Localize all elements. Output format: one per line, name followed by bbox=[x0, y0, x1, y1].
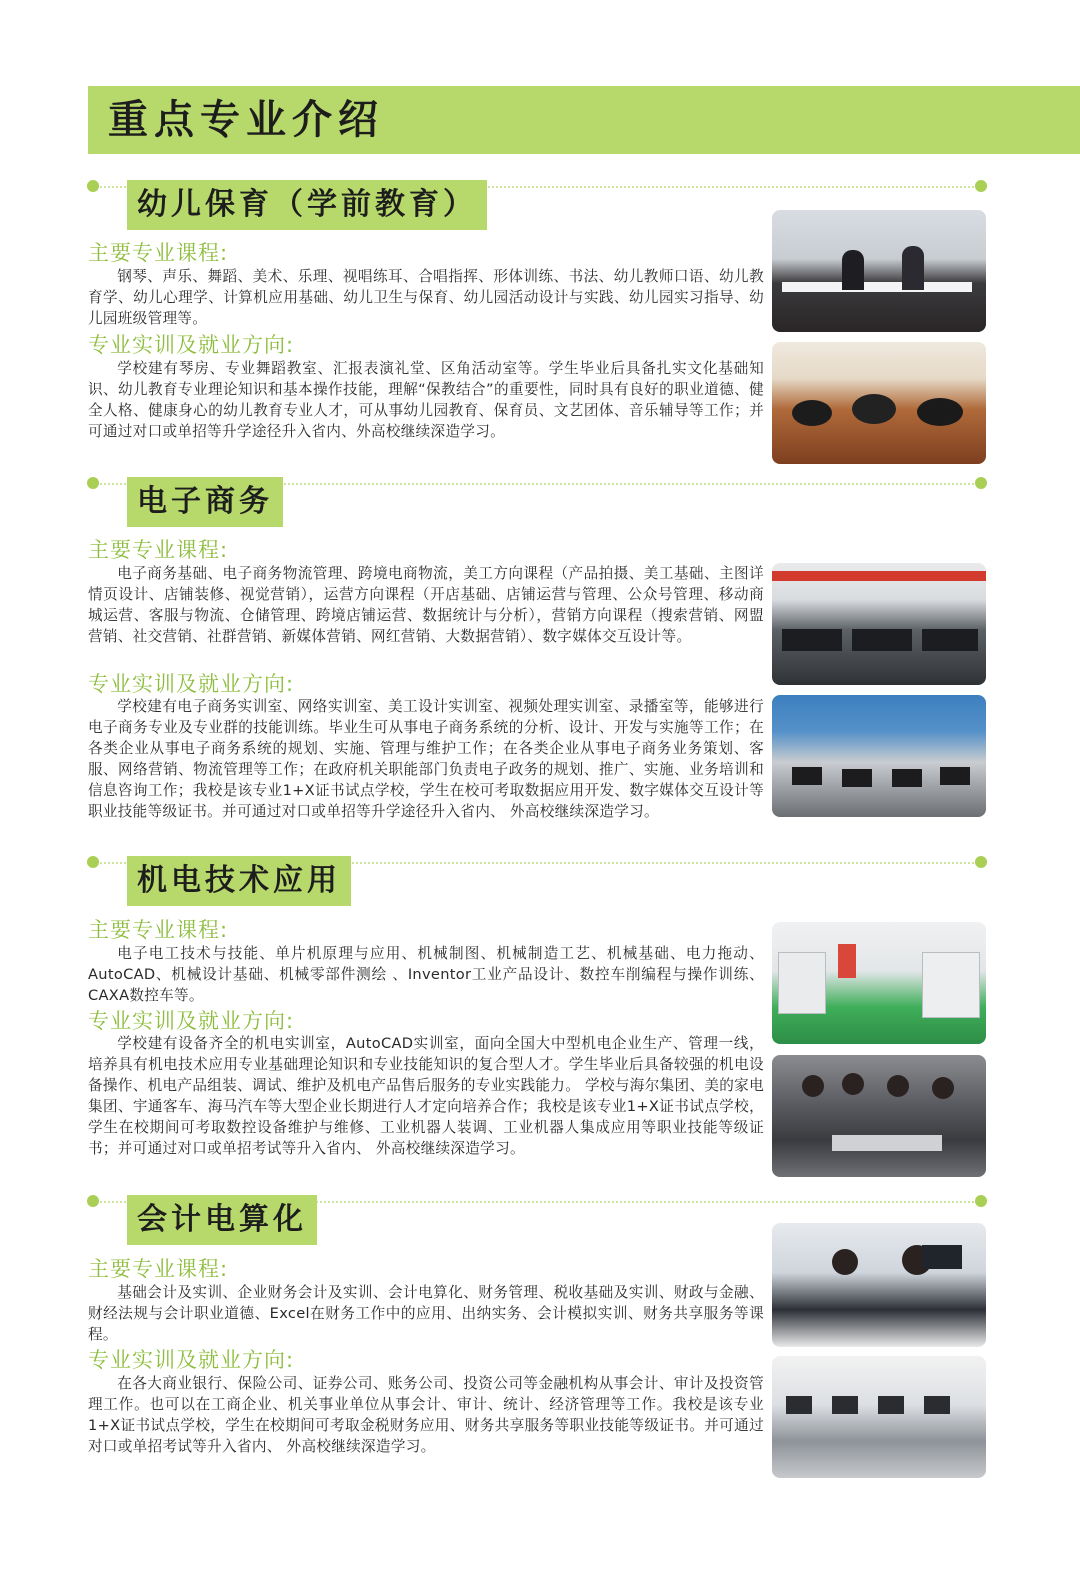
careers-text: 学校建有琴房、专业舞蹈教室、汇报表演礼堂、区角活动室等。学生毕业后具备扎实文化基础知识、幼儿教育专业理论知识和基本操作技能，理解“保教结合”的重要性，同时具有良好的职业道德、健全人格、健康身心的幼儿教育专业人才，可从事幼儿园教育、保育员、文艺团体、音乐辅导等工作；并可通过对口或单招等升学途径升入省内、外高校继续深造学习。 bbox=[88, 360, 764, 440]
page-title-banner bbox=[88, 86, 1080, 154]
page-title: 重点专业介绍 bbox=[108, 97, 384, 143]
dance-classroom-photo bbox=[772, 342, 986, 464]
courses-heading: 主要专业课程: bbox=[88, 538, 229, 562]
careers-heading: 专业实训及就业方向: bbox=[88, 333, 295, 357]
careers-heading: 专业实训及就业方向: bbox=[88, 672, 295, 696]
ecommerce-lab-photo bbox=[772, 563, 986, 685]
divider-dot bbox=[975, 1195, 987, 1207]
courses-text: 基础会计及实训、企业财务会计及实训、会计电算化、财务管理、税收基础及实训、财政与金融、财经法规与会计职业道德、Excel在财务工作中的应用、出纳实务、会计模拟实训、财务共享服务等课程。 bbox=[88, 1284, 764, 1343]
accounting-lab-photo bbox=[772, 1356, 986, 1478]
piano-room-photo bbox=[772, 210, 986, 332]
mechanical-training-photo bbox=[772, 1055, 986, 1177]
careers-text: 在各大商业银行、保险公司、证券公司、账务公司、投资公司等金融机构从事会计、审计及投资管理工作。也可以在工商企业、机关事业单位从事会计、审计、统计、经济管理等工作。我校是该专业1+X证书试点学校，学生在校期间可考取金税财务应用、财务共享服务等职业技能等级证书。并可通过对口或单招考试等升入省内、 外高校继续深造学习。 bbox=[88, 1375, 764, 1455]
careers-heading: 专业实训及就业方向: bbox=[88, 1009, 295, 1033]
careers-heading: 专业实训及就业方向: bbox=[88, 1348, 295, 1372]
courses-heading: 主要专业课程: bbox=[88, 241, 229, 265]
divider-dot bbox=[975, 180, 987, 192]
divider-dot bbox=[87, 477, 99, 489]
section-title: 机电技术应用 bbox=[127, 856, 351, 906]
section-title: 电子商务 bbox=[127, 477, 283, 527]
careers-text: 学校建有电子商务实训室、网络实训室、美工设计实训室、视频处理实训室、录播室等，能够进行电子商务专业及专业群的技能训练。毕业生可从事电子商务系统的分析、设计、开发与实施等工作；在各类企业从事电子商务系统的规划、实施、管理与维护工作；在各类企业从事电子商务业务策划、客服、网络营销、物流管理等工作；在政府机关职能部门负责电子政务的规划、推广、实施、业务培训和信息咨询工作；我校是该专业1+X证书试点学校，学生在校可考取数据应用开发、数字媒体交互设计等职业技能等级证书。并可通过对口或单招等升学途径升入省内、 外高校继续深造学习。 bbox=[88, 698, 764, 820]
careers-text: 学校建有设备齐全的机电实训室，AutoCAD实训室，面向全国大中型机电企业生产、管理一线，培养具有机电技术应用专业基础理论知识和专业技能知识的复合型人才。学生毕业后具备较强的机电设备操作、机电产品组装、调试、维护及机电产品售后服务的专业实践能力。 学校与海尔集团、美的家电集团、宇通客车、海马汽车等大型企业长期进行人才定向培养合作；我校是该专业1+X证书试点学校，学生在校期间可考取数控设备维护与维修、工业机器人装调、工业机器人集成应用等职业技能等级证书；并可通过对口或单招考试等升入省内、 外高校继续深造学习。 bbox=[88, 1035, 764, 1157]
computer-lab-photo bbox=[772, 695, 986, 817]
courses-heading: 主要专业课程: bbox=[88, 918, 229, 942]
courses-text: 电子商务基础、电子商务物流管理、跨境电商物流，美工方向课程（产品拍摄、美工基础、主图详情页设计、店铺装修、视觉营销），运营方向课程（开店基础、店铺运营与管理、公众号管理、移动商城运营、客服与物流、仓储管理、跨境店铺运营、数据统计与分析），营销方向课程（搜索营销、网盟营销、社交营销、社群营销、新媒体营销、网红营销、大数据营销）、数字媒体交互设计等。 bbox=[88, 565, 764, 645]
section-title: 幼儿保育（学前教育） bbox=[127, 180, 487, 230]
courses-text: 电子电工技术与技能、单片机原理与应用、机械制图、机械制造工艺、机械基础、电力拖动、AutoCAD、机械设计基础、机械零部件测绘 、Inventor工业产品设计、数控车削编程与操作训练、CAXA数控车等。 bbox=[88, 945, 764, 1004]
divider-dot bbox=[87, 180, 99, 192]
divider-dot bbox=[975, 856, 987, 868]
divider-dot bbox=[87, 1195, 99, 1207]
courses-text: 钢琴、声乐、舞蹈、美术、乐理、视唱练耳、合唱指挥、形体训练、书法、幼儿教师口语、幼儿教育学、幼儿心理学、计算机应用基础、幼儿卫生与保育、幼儿园活动设计与实践、幼儿园实习指导、幼儿园班级管理等。 bbox=[88, 268, 764, 327]
section-title: 会计电算化 bbox=[127, 1195, 317, 1245]
courses-heading: 主要专业课程: bbox=[88, 1257, 229, 1281]
cnc-workshop-photo bbox=[772, 922, 986, 1044]
accounting-class-photo bbox=[772, 1223, 986, 1347]
divider-dot bbox=[975, 477, 987, 489]
divider-dot bbox=[87, 856, 99, 868]
